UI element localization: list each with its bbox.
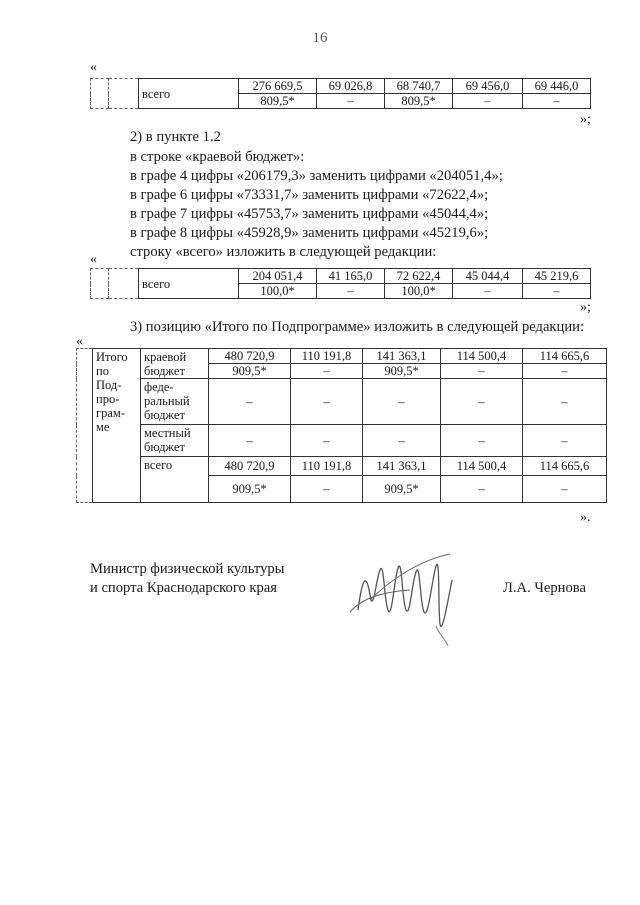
value-cell: 45 219,6: [523, 269, 591, 284]
close-quote-1: »;: [580, 112, 591, 127]
value-cell: 114 665,6: [523, 349, 607, 364]
value-cell: 204 051,4: [239, 269, 317, 284]
value-cell: –: [523, 379, 607, 425]
value-cell: –: [441, 379, 523, 425]
empty-cell: [91, 79, 109, 109]
row-label: [141, 457, 209, 503]
value-cell: 909,5*: [363, 364, 441, 379]
value-cell: 909,5*: [209, 476, 291, 503]
table-total-2: [90, 268, 591, 299]
value-cell: 41 165,0: [317, 269, 385, 284]
empty-cell: [109, 269, 139, 299]
group-label-line: грам-: [96, 406, 125, 420]
value-cell: –: [523, 476, 607, 503]
row-label: всего: [139, 79, 239, 109]
value-cell: –: [291, 476, 363, 503]
open-quote-3: «: [76, 334, 83, 349]
value-cell: 909,5*: [363, 476, 441, 503]
handwritten-signature: [340, 540, 470, 650]
close-quote-2: »;: [580, 300, 591, 315]
instruction-line: строку «всего» изложить в следующей редакции:: [130, 244, 437, 260]
value-cell: –: [441, 425, 523, 457]
value-cell: –: [209, 425, 291, 457]
value-cell: –: [291, 425, 363, 457]
instruction-line: в графе 4 цифры «206179,3» заменить цифрами «204051,4»;: [130, 168, 503, 184]
open-quote-1: «: [90, 60, 97, 75]
row-label-line: краевой: [144, 350, 187, 364]
value-cell: –: [291, 379, 363, 425]
value-cell: 909,5*: [209, 364, 291, 379]
instruction-line: 3) позицию «Итого по Подпрограмме» изложить в следующей редакции:: [130, 319, 585, 335]
value-cell: 69 446,0: [523, 79, 591, 94]
value-cell: –: [441, 476, 523, 503]
value-cell: 480 720,9: [209, 349, 291, 364]
value-cell: 45 044,4: [453, 269, 523, 284]
value-cell: 114 665,6: [523, 457, 607, 476]
value-cell: 69 026,8: [317, 79, 385, 94]
instruction-line: в графе 6 цифры «73331,7» заменить цифрами «72622,4»;: [130, 187, 489, 203]
value-cell: 110 191,8: [291, 349, 363, 364]
signatory-title: [90, 560, 285, 598]
row-label-line: бюджет: [144, 364, 185, 378]
value-cell: 68 740,7: [385, 79, 453, 94]
signatory-title-line: Министр физической культуры: [90, 561, 285, 577]
group-label-line: Под-: [96, 378, 122, 392]
group-label-line: ме: [96, 420, 110, 434]
value-cell: 480 720,9: [209, 457, 291, 476]
value-cell: –: [523, 364, 607, 379]
group-label-line: по: [96, 364, 109, 378]
value-cell: 141 363,1: [363, 349, 441, 364]
instruction-line: в графе 8 цифры «45928,9» заменить цифрами «45219,6»;: [130, 225, 489, 241]
close-quote-3: ».: [580, 510, 591, 525]
empty-cell: [109, 79, 139, 109]
value-cell: –: [523, 284, 591, 299]
value-cell: 809,5*: [385, 94, 453, 109]
value-cell: 114 500,4: [441, 349, 523, 364]
signatory-title-line: и спорта Краснодарского края: [90, 580, 277, 596]
instruction-line: в графе 7 цифры «45753,7» заменить цифрами «45044,4»;: [130, 206, 489, 222]
table-subprogram-total: [76, 348, 607, 503]
value-cell: 110 191,8: [291, 457, 363, 476]
value-cell: –: [453, 284, 523, 299]
value-cell: –: [441, 364, 523, 379]
row-label: [141, 425, 209, 457]
empty-cell: [77, 349, 93, 503]
row-label: [141, 349, 209, 379]
table-total-1: [90, 78, 591, 109]
value-cell: 809,5*: [239, 94, 317, 109]
row-label: всего: [139, 269, 239, 299]
value-cell: 100,0*: [385, 284, 453, 299]
value-cell: –: [317, 284, 385, 299]
value-cell: –: [523, 425, 607, 457]
empty-cell: [91, 269, 109, 299]
value-cell: –: [363, 425, 441, 457]
row-label-line: феде-: [144, 380, 174, 394]
value-cell: 69 456,0: [453, 79, 523, 94]
value-cell: 141 363,1: [363, 457, 441, 476]
value-cell: –: [291, 364, 363, 379]
value-cell: –: [453, 94, 523, 109]
row-label-line: всего: [144, 458, 173, 472]
value-cell: –: [363, 379, 441, 425]
row-label: [141, 379, 209, 425]
value-cell: –: [523, 94, 591, 109]
row-label-line: местный: [144, 426, 191, 440]
row-label-line: ральный: [144, 394, 190, 408]
group-label-line: Итого: [96, 350, 128, 364]
value-cell: 114 500,4: [441, 457, 523, 476]
value-cell: 72 622,4: [385, 269, 453, 284]
value-cell: 276 669,5: [239, 79, 317, 94]
group-label-line: про-: [96, 392, 120, 406]
row-label-line: бюджет: [144, 408, 185, 422]
open-quote-2: «: [90, 252, 97, 267]
group-label: [93, 349, 141, 503]
instruction-line: в строке «краевой бюджет»:: [130, 149, 305, 165]
value-cell: –: [209, 379, 291, 425]
signatory-name: Л.А. Чернова: [503, 580, 586, 596]
page-number: 16: [312, 30, 328, 46]
instruction-line: 2) в пункте 1.2: [130, 129, 221, 145]
row-label-line: бюджет: [144, 440, 185, 454]
value-cell: –: [317, 94, 385, 109]
value-cell: 100,0*: [239, 284, 317, 299]
